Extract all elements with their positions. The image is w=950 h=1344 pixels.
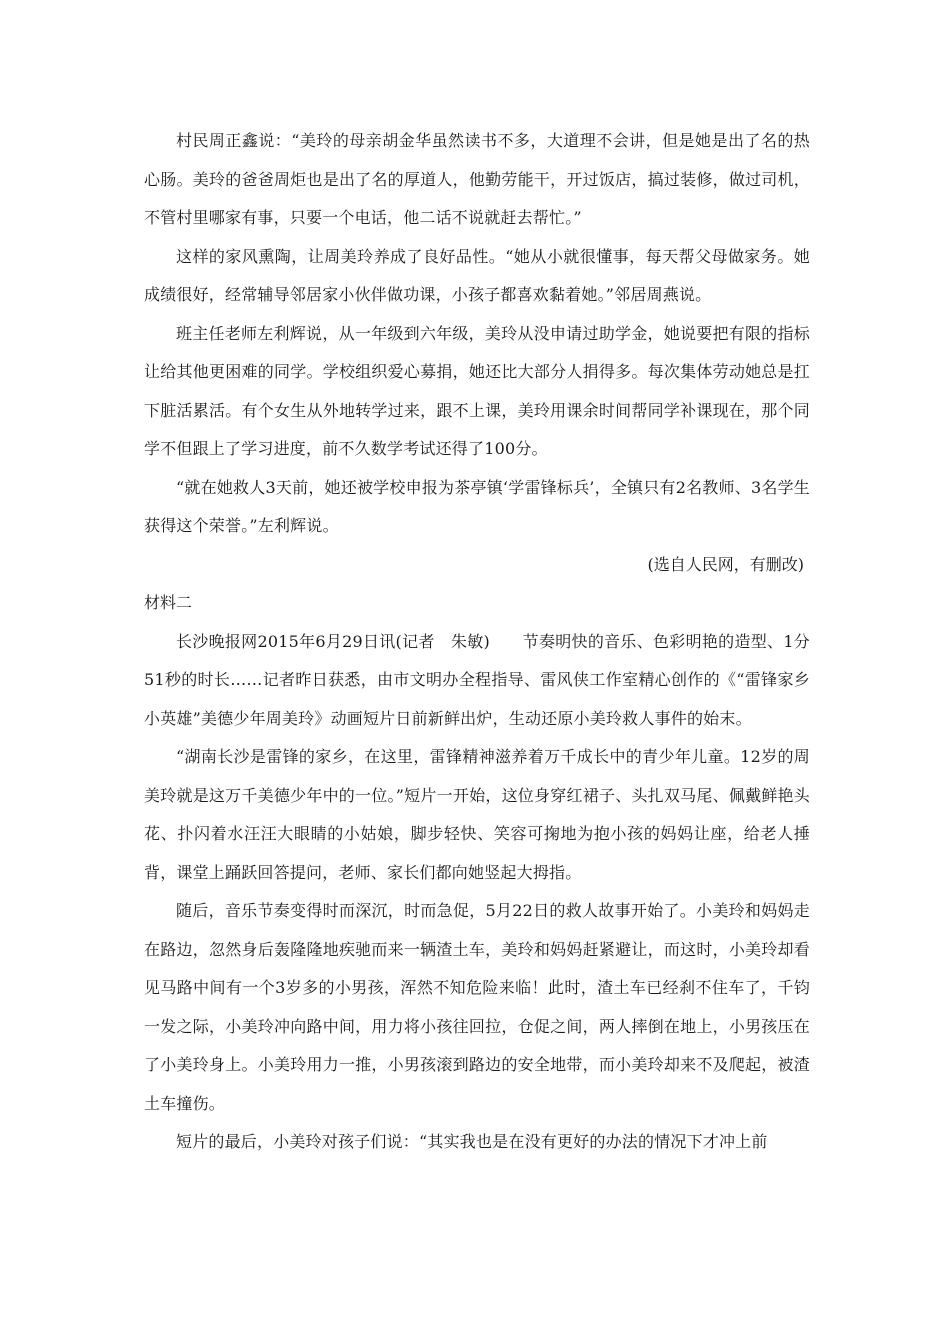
- paragraph: 随后，音乐节奏变得时而深沉，时而急促，5月22日的救人故事开始了。小美玲和妈妈走在路边，忽然身后轰隆隆地疾驰而来一辆渣土车，美玲和妈妈赶紧避让，而这时，小美玲却看见马路中间有一个3岁多的小男孩，浑然不知危险来临！此时，渣土车已经刹不住车了，千钧一发之际，小美玲冲向路中间，用力将小孩往回拉，仓促之间，两人摔倒在地上，小男孩压在了小美玲身上。小美玲用力一推，小男孩滚到路边的安全地带，而小美玲却来不及爬起，被渣土车撞伤。: [144, 901, 810, 1113]
- paragraph: 班主任老师左利辉说，从一年级到六年级，美玲从没申请过助学金，她说要把有限的指标让给其他更困难的同学。学校组织爱心募捐，她还比大部分人捐得多。每次集体劳动她总是扛下脏活累活。有个女生从外地转学过来，跟不上课，美玲用课余时间帮同学补课现在，那个同学不但跟上了学习进度，前不久数学考试还得了100分。: [144, 323, 810, 458]
- document-body: [144, 122, 810, 1162]
- paragraph: 村民周正鑫说：“美玲的母亲胡金华虽然读书不多，大道理不会讲，但是她是出了名的热心肠。美玲的爸爸周炬也是出了名的厚道人，他勤劳能干，开过饭店，搞过装修，做过司机，不管村里哪家有事，只要一个电话，他二话不说就赶去帮忙。”: [144, 131, 810, 227]
- source-citation: (选自人民网，有删改): [647, 554, 804, 574]
- paragraph: “就在她救人3天前，她还被学校申报为茶亭镇‘学雷锋标兵’，全镇只有2名教师、3名学生获得这个荣誉。”左利辉说。: [144, 477, 810, 535]
- section-heading: 材料二: [144, 593, 193, 612]
- paragraph: 长沙晚报网2015年6月29日讯(记者 朱敏) 节奏明快的音乐、色彩明艳的造型、1分51秒的时长……记者昨日获悉，由市文明办全程指导、雷风侠工作室精心创作的《“雷锋家乡小英雄”美德少年周美玲》动画短片日前新鲜出炉，生动还原小美玲救人事件的始末。: [144, 631, 810, 728]
- paragraph: “湖南长沙是雷锋的家乡，在这里，雷锋精神滋养着万千成长中的青少年儿童。12岁的周美玲就是这万千美德少年中的一位。”短片一开始，这位身穿红裙子、头扎双马尾、佩戴鲜艳头花、扑闪着水汪汪大眼睛的小姑娘，脚步轻快、笑容可掬地为抱小孩的妈妈让座，给老人捶背，课堂上踊跃回答提问，老师、家长们都向她竖起大拇指。: [144, 747, 810, 882]
- paragraph: 短片的最后，小美玲对孩子们说：“其实我也是在没有更好的办法的情况下才冲上前: [176, 1132, 768, 1151]
- paragraph: 这样的家风熏陶，让周美玲养成了良好品性。“她从小就很懂事，每天帮父母做家务。她成绩很好，经常辅导邻居家小伙伴做功课，小孩子都喜欢黏着她。”邻居周燕说。: [144, 246, 810, 304]
